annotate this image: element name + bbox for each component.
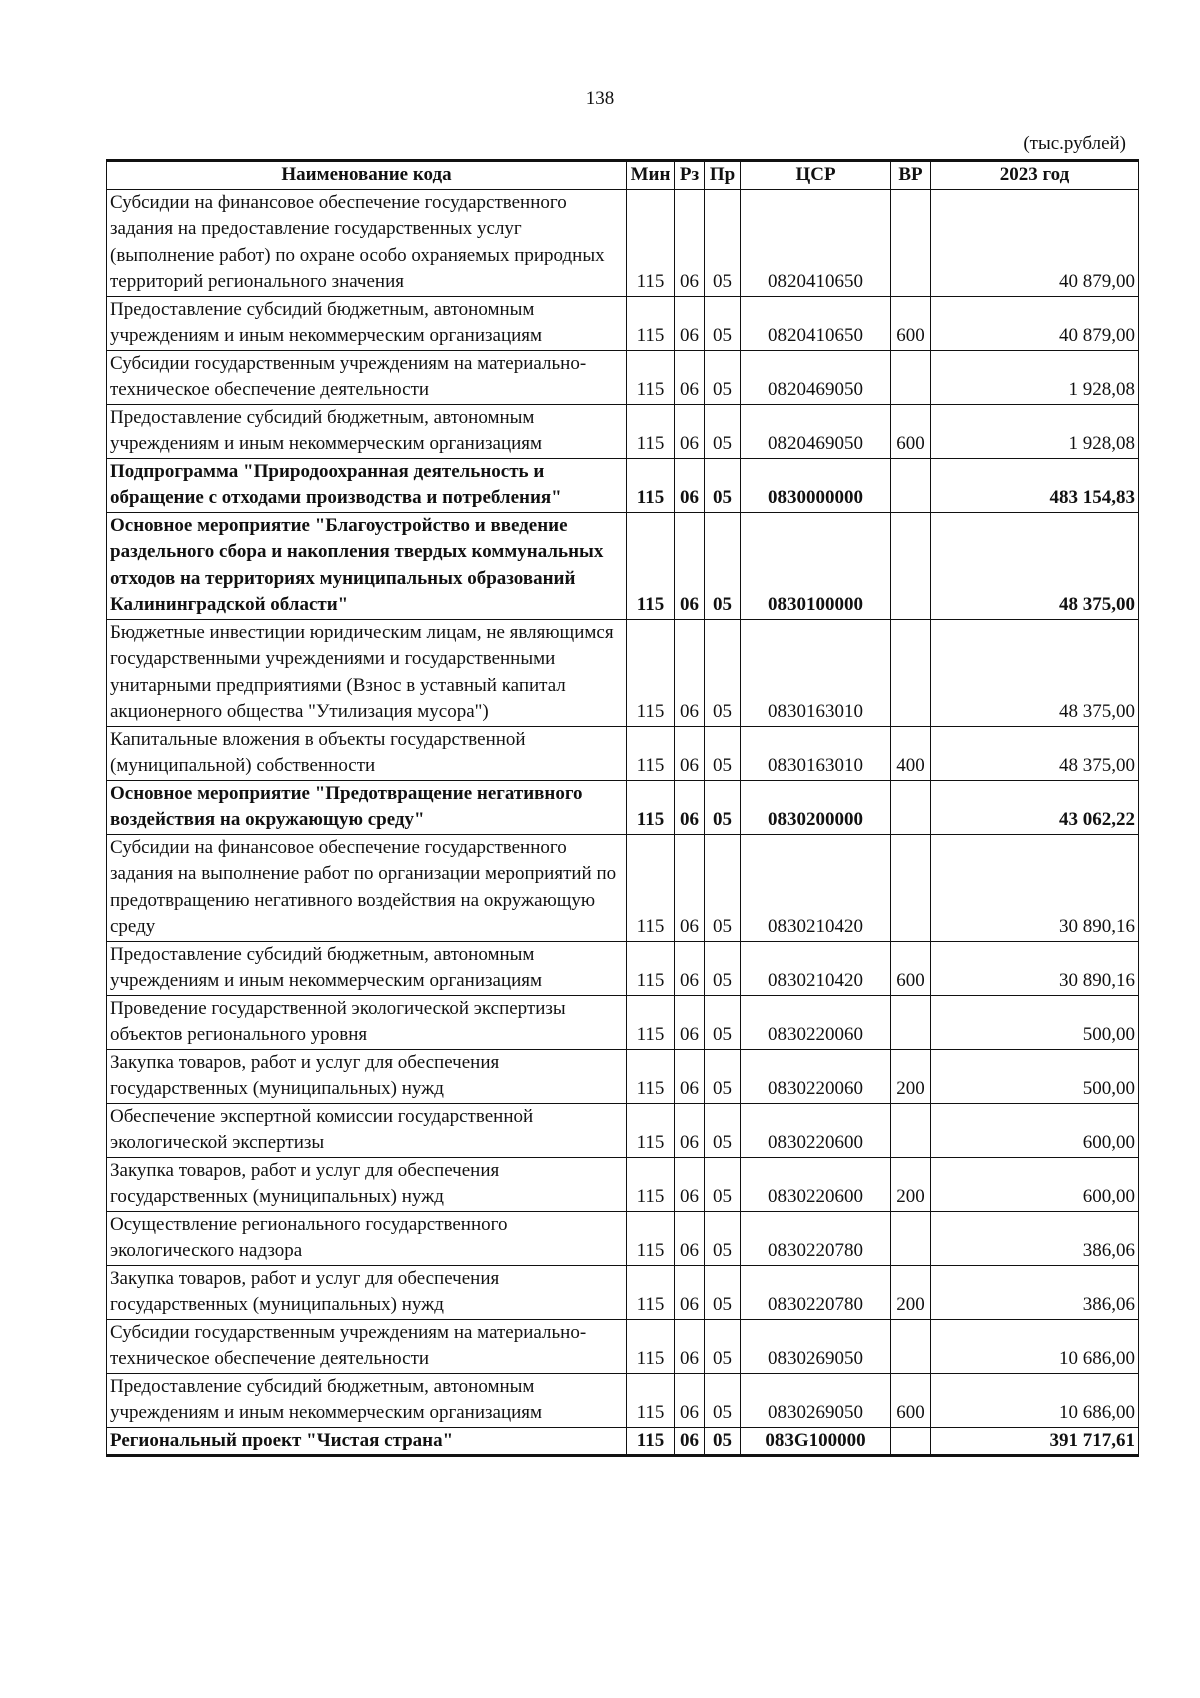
table-row xyxy=(107,834,1139,941)
header-year: 2023 год xyxy=(931,161,1139,190)
cell-pr: 05 xyxy=(705,619,741,726)
cell-min: 115 xyxy=(627,458,675,512)
cell-csr: 0830163010 xyxy=(741,619,891,726)
cell-vr: 400 xyxy=(891,726,931,780)
cell-name: Предоставление субсидий бюджетным, автономным учреждениям и иным некоммерческим организациям xyxy=(107,1373,627,1427)
cell-csr: 0830100000 xyxy=(741,512,891,619)
cell-name: Предоставление субсидий бюджетным, автономным учреждениям и иным некоммерческим организациям xyxy=(107,404,627,458)
cell-min: 115 xyxy=(627,726,675,780)
page-number: 138 xyxy=(585,88,615,109)
cell-pr: 05 xyxy=(705,296,741,350)
cell-pr: 05 xyxy=(705,1319,741,1373)
cell-rz: 06 xyxy=(675,834,705,941)
cell-pr: 05 xyxy=(705,834,741,941)
table-row xyxy=(107,350,1139,404)
cell-pr: 05 xyxy=(705,512,741,619)
header-name: Наименование кода xyxy=(107,161,627,190)
cell-min: 115 xyxy=(627,1103,675,1157)
cell-name: Субсидии на финансовое обеспечение государственного задания на предоставление государственных услуг (выполнение работ) по охране особо охраняемых природных территорий регионального значения xyxy=(107,189,627,296)
cell-vr: 600 xyxy=(891,404,931,458)
cell-name: Предоставление субсидий бюджетным, автономным учреждениям и иным некоммерческим организациям xyxy=(107,296,627,350)
table-row xyxy=(107,296,1139,350)
cell-rz: 06 xyxy=(675,780,705,834)
cell-vr: 600 xyxy=(891,1373,931,1427)
cell-amount: 386,06 xyxy=(931,1265,1139,1319)
header-csr: ЦСР xyxy=(741,161,891,190)
cell-name: Осуществление регионального государственного экологического надзора xyxy=(107,1211,627,1265)
cell-vr xyxy=(891,995,931,1049)
cell-rz: 06 xyxy=(675,296,705,350)
cell-min: 115 xyxy=(627,1157,675,1211)
cell-rz: 06 xyxy=(675,1427,705,1456)
table-row xyxy=(107,1319,1139,1373)
cell-pr: 05 xyxy=(705,1211,741,1265)
table-row xyxy=(107,404,1139,458)
cell-min: 115 xyxy=(627,1427,675,1456)
cell-csr: 0820469050 xyxy=(741,350,891,404)
cell-vr xyxy=(891,189,931,296)
cell-name: Основное мероприятие "Благоустройство и введение раздельного сбора и накопления твердых коммунальных отходов на территориях муниципальных образований Калининградской области" xyxy=(107,512,627,619)
cell-min: 115 xyxy=(627,512,675,619)
cell-pr: 05 xyxy=(705,404,741,458)
cell-csr: 0820410650 xyxy=(741,296,891,350)
cell-amount: 391 717,61 xyxy=(931,1427,1139,1456)
cell-pr: 05 xyxy=(705,1103,741,1157)
cell-min: 115 xyxy=(627,1373,675,1427)
cell-vr xyxy=(891,1427,931,1456)
cell-rz: 06 xyxy=(675,726,705,780)
cell-name: Капитальные вложения в объекты государственной (муниципальной) собственности xyxy=(107,726,627,780)
cell-amount: 43 062,22 xyxy=(931,780,1139,834)
cell-csr: 083G100000 xyxy=(741,1427,891,1456)
units-note: (тыс.рублей) xyxy=(1023,133,1126,154)
cell-vr: 600 xyxy=(891,296,931,350)
cell-min: 115 xyxy=(627,189,675,296)
cell-pr: 05 xyxy=(705,1265,741,1319)
cell-amount: 1 928,08 xyxy=(931,404,1139,458)
cell-name: Закупка товаров, работ и услуг для обеспечения государственных (муниципальных) нужд xyxy=(107,1265,627,1319)
cell-amount: 48 375,00 xyxy=(931,512,1139,619)
cell-vr: 200 xyxy=(891,1157,931,1211)
table-row xyxy=(107,1049,1139,1103)
cell-name: Закупка товаров, работ и услуг для обеспечения государственных (муниципальных) нужд xyxy=(107,1157,627,1211)
cell-rz: 06 xyxy=(675,350,705,404)
cell-csr: 0830220780 xyxy=(741,1211,891,1265)
cell-amount: 30 890,16 xyxy=(931,834,1139,941)
table-row xyxy=(107,995,1139,1049)
cell-rz: 06 xyxy=(675,941,705,995)
cell-rz: 06 xyxy=(675,512,705,619)
cell-name: Предоставление субсидий бюджетным, автономным учреждениям и иным некоммерческим организациям xyxy=(107,941,627,995)
cell-vr xyxy=(891,619,931,726)
cell-amount: 40 879,00 xyxy=(931,296,1139,350)
cell-csr: 0830220780 xyxy=(741,1265,891,1319)
cell-min: 115 xyxy=(627,1211,675,1265)
cell-csr: 0830220060 xyxy=(741,995,891,1049)
cell-amount: 600,00 xyxy=(931,1157,1139,1211)
cell-pr: 05 xyxy=(705,189,741,296)
cell-pr: 05 xyxy=(705,780,741,834)
cell-csr: 0830220600 xyxy=(741,1103,891,1157)
cell-vr xyxy=(891,512,931,619)
table-row xyxy=(107,619,1139,726)
cell-vr: 600 xyxy=(891,941,931,995)
cell-vr xyxy=(891,834,931,941)
cell-amount: 10 686,00 xyxy=(931,1373,1139,1427)
header-min: Мин xyxy=(627,161,675,190)
cell-name: Бюджетные инвестиции юридическим лицам, не являющимся государственными учреждениями и государственными унитарными предприятиями (Взнос в уставный капитал акционерного общества "Утилизация мусора") xyxy=(107,619,627,726)
cell-rz: 06 xyxy=(675,1049,705,1103)
cell-vr xyxy=(891,780,931,834)
cell-vr xyxy=(891,458,931,512)
cell-csr: 0830269050 xyxy=(741,1319,891,1373)
cell-amount: 48 375,00 xyxy=(931,619,1139,726)
table-row xyxy=(107,1427,1139,1456)
cell-vr: 200 xyxy=(891,1265,931,1319)
cell-min: 115 xyxy=(627,1265,675,1319)
cell-name: Региональный проект "Чистая страна" xyxy=(107,1427,627,1456)
cell-min: 115 xyxy=(627,404,675,458)
cell-rz: 06 xyxy=(675,619,705,726)
table-body xyxy=(107,189,1139,1456)
cell-amount: 600,00 xyxy=(931,1103,1139,1157)
cell-csr: 0830220600 xyxy=(741,1157,891,1211)
cell-pr: 05 xyxy=(705,726,741,780)
table-row xyxy=(107,726,1139,780)
cell-rz: 06 xyxy=(675,1157,705,1211)
table-row xyxy=(107,1211,1139,1265)
header-rz: Рз xyxy=(675,161,705,190)
cell-vr xyxy=(891,1319,931,1373)
table-row xyxy=(107,1373,1139,1427)
cell-amount: 500,00 xyxy=(931,1049,1139,1103)
cell-name: Обеспечение экспертной комиссии государственной экологической экспертизы xyxy=(107,1103,627,1157)
cell-amount: 483 154,83 xyxy=(931,458,1139,512)
cell-rz: 06 xyxy=(675,995,705,1049)
cell-rz: 06 xyxy=(675,1211,705,1265)
cell-csr: 0820469050 xyxy=(741,404,891,458)
cell-rz: 06 xyxy=(675,1103,705,1157)
cell-name: Основное мероприятие "Предотвращение негативного воздействия на окружающую среду" xyxy=(107,780,627,834)
table-row xyxy=(107,780,1139,834)
table-header-row xyxy=(107,161,1139,190)
cell-pr: 05 xyxy=(705,458,741,512)
cell-name: Субсидии государственным учреждениям на материально-техническое обеспечение деятельности xyxy=(107,350,627,404)
cell-amount: 40 879,00 xyxy=(931,189,1139,296)
cell-amount: 10 686,00 xyxy=(931,1319,1139,1373)
cell-pr: 05 xyxy=(705,1427,741,1456)
cell-min: 115 xyxy=(627,350,675,404)
cell-csr: 0830220060 xyxy=(741,1049,891,1103)
cell-vr xyxy=(891,350,931,404)
cell-min: 115 xyxy=(627,619,675,726)
cell-min: 115 xyxy=(627,834,675,941)
table-row xyxy=(107,1157,1139,1211)
cell-min: 115 xyxy=(627,1049,675,1103)
cell-pr: 05 xyxy=(705,1049,741,1103)
cell-amount: 1 928,08 xyxy=(931,350,1139,404)
cell-amount: 500,00 xyxy=(931,995,1139,1049)
table-row xyxy=(107,512,1139,619)
cell-amount: 30 890,16 xyxy=(931,941,1139,995)
cell-pr: 05 xyxy=(705,1157,741,1211)
cell-name: Подпрограмма "Природоохранная деятельность и обращение с отходами производства и потребления" xyxy=(107,458,627,512)
cell-csr: 0830163010 xyxy=(741,726,891,780)
cell-name: Закупка товаров, работ и услуг для обеспечения государственных (муниципальных) нужд xyxy=(107,1049,627,1103)
table-row xyxy=(107,1103,1139,1157)
cell-name: Проведение государственной экологической экспертизы объектов регионального уровня xyxy=(107,995,627,1049)
cell-amount: 48 375,00 xyxy=(931,726,1139,780)
cell-csr: 0830269050 xyxy=(741,1373,891,1427)
cell-rz: 06 xyxy=(675,1319,705,1373)
cell-vr: 200 xyxy=(891,1049,931,1103)
budget-table xyxy=(106,159,1139,1457)
cell-rz: 06 xyxy=(675,1265,705,1319)
cell-min: 115 xyxy=(627,780,675,834)
cell-csr: 0830200000 xyxy=(741,780,891,834)
cell-rz: 06 xyxy=(675,458,705,512)
table-row xyxy=(107,1265,1139,1319)
cell-min: 115 xyxy=(627,1319,675,1373)
cell-min: 115 xyxy=(627,995,675,1049)
cell-min: 115 xyxy=(627,941,675,995)
cell-csr: 0830000000 xyxy=(741,458,891,512)
table-row xyxy=(107,941,1139,995)
cell-vr xyxy=(891,1103,931,1157)
cell-csr: 0820410650 xyxy=(741,189,891,296)
cell-pr: 05 xyxy=(705,1373,741,1427)
cell-vr xyxy=(891,1211,931,1265)
cell-rz: 06 xyxy=(675,1373,705,1427)
cell-rz: 06 xyxy=(675,404,705,458)
header-pr: Пр xyxy=(705,161,741,190)
cell-pr: 05 xyxy=(705,350,741,404)
cell-amount: 386,06 xyxy=(931,1211,1139,1265)
cell-pr: 05 xyxy=(705,941,741,995)
cell-csr: 0830210420 xyxy=(741,941,891,995)
cell-csr: 0830210420 xyxy=(741,834,891,941)
table-row xyxy=(107,458,1139,512)
cell-name: Субсидии государственным учреждениям на материально-техническое обеспечение деятельности xyxy=(107,1319,627,1373)
cell-name: Субсидии на финансовое обеспечение государственного задания на выполнение работ по организации мероприятий по предотвращению негативного воздействия на окружающую среду xyxy=(107,834,627,941)
table-row xyxy=(107,189,1139,296)
cell-rz: 06 xyxy=(675,189,705,296)
header-vr: ВР xyxy=(891,161,931,190)
cell-min: 115 xyxy=(627,296,675,350)
cell-pr: 05 xyxy=(705,995,741,1049)
